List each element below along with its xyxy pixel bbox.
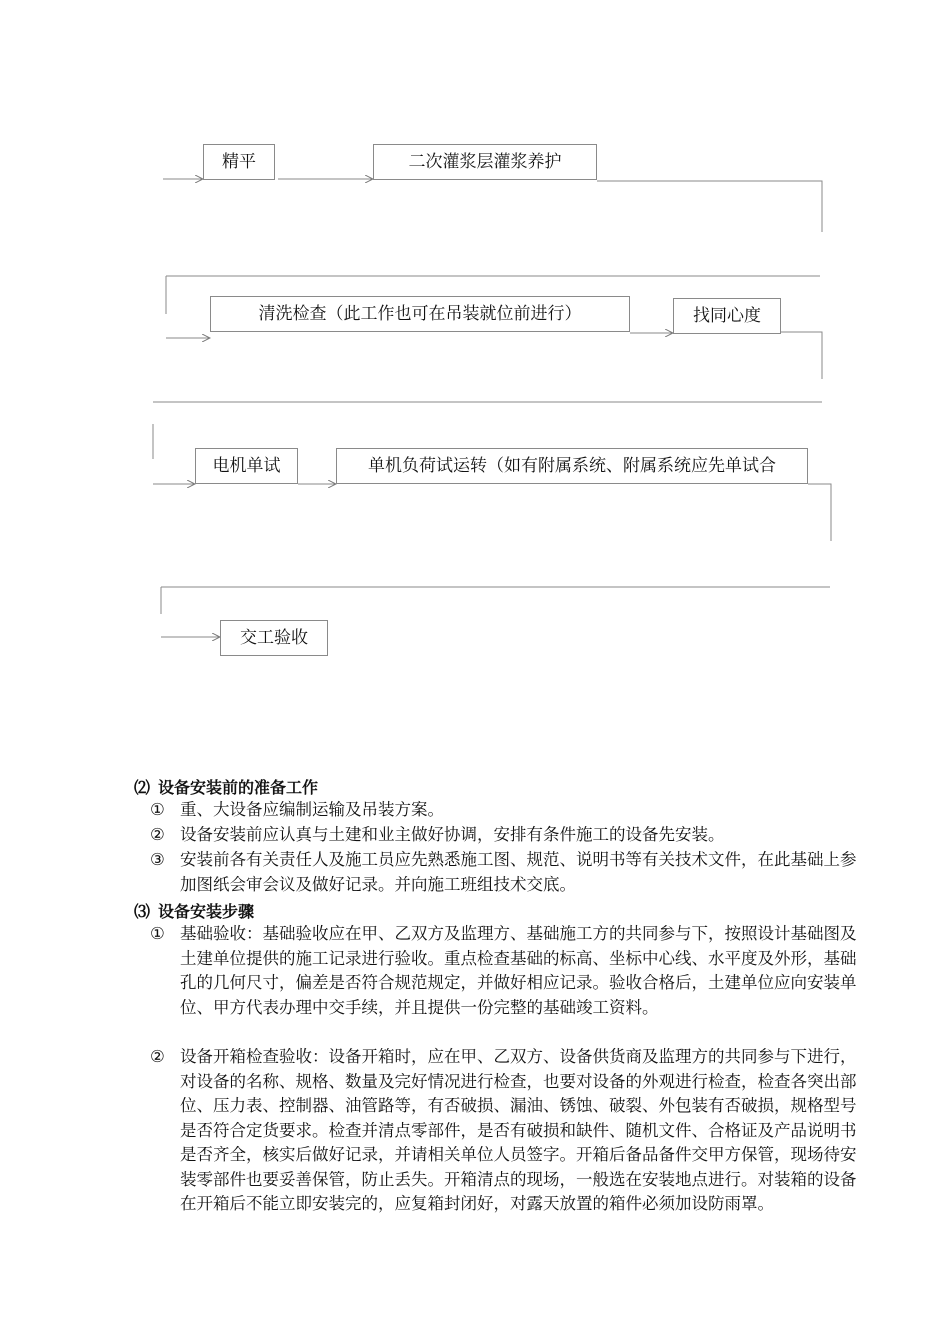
item-marker: ② bbox=[150, 825, 165, 844]
flow-step-alignment: 找同心度 bbox=[673, 298, 781, 334]
item-text: 设备安装前应认真与土建和业主做好协调，安排有条件施工的设备先安装。 bbox=[180, 825, 725, 844]
item-marker: ① bbox=[150, 924, 165, 943]
item-text: 基础验收：基础验收应在甲、乙双方及监理方、基础施工方的共同参与下，按照设计基础图及土建单位提供的施工记录进行验收。重点检查基础的标高、坐标中心线、水平度及外形，基础孔的几何尺寸，偏差是否符合规范规定，并做好相应记录。验收合格后，土建单位应向安装单位、甲方代表办理中交手续，并且提供一份完整的基础竣工资料。 bbox=[180, 924, 857, 1017]
flow-step-secondary-grouting: 二次灌浆层灌浆养护 bbox=[373, 144, 597, 180]
flow-step-motor-test: 电机单试 bbox=[195, 448, 298, 484]
flow-step-cleaning-inspection: 清洗检查（此工作也可在吊装就位前进行） bbox=[210, 296, 630, 332]
connector-row1-end bbox=[597, 181, 822, 232]
item-text: 安装前各有关责任人及施工员应先熟悉施工图、规范、说明书等有关技术文件，在此基础上参加图纸会审会议及做好记录。并向施工班组技术交底。 bbox=[180, 850, 857, 894]
flow-step-load-test-run: 单机负荷试运转（如有附属系统、附属系统应先单试合 bbox=[336, 448, 808, 484]
section-title: 设备安装前的准备工作 bbox=[158, 778, 319, 797]
connector-row2-end bbox=[781, 332, 822, 379]
list-item bbox=[150, 823, 870, 848]
section-heading-preparation bbox=[134, 775, 318, 798]
list-item bbox=[150, 798, 870, 823]
item-text: 重、大设备应编制运输及吊装方案。 bbox=[180, 800, 444, 819]
item-marker: ② bbox=[150, 1047, 165, 1066]
connector-row3-end bbox=[808, 484, 831, 541]
section-number: ⑶ bbox=[134, 902, 151, 921]
flow-step-fine-leveling: 精平 bbox=[203, 144, 275, 180]
section-title: 设备安装步骤 bbox=[158, 902, 255, 921]
list-item bbox=[150, 848, 870, 897]
section-heading-installation-steps bbox=[134, 899, 254, 922]
item-text: 设备开箱检查验收：设备开箱时，应在甲、乙双方、设备供货商及监理方的共同参与下进行，对设备的名称、规格、数量及完好情况进行检查，也要对设备的外观进行检查，检查各突出部位、压力表、控制器、油管路等，有否破损、漏油、锈蚀、破裂、外包装有否破损，规格型号是否符合定货要求。检查并清点零部件，是否有破损和缺件、随机文件、合格证及产品说明书是否齐全，核实后做好记录，并请相关单位人员签字。开箱后备品备件交甲方保管，现场待安装零部件也要妥善保管，防止丢失。开箱清点的现场，一般选在安装地点进行。对装箱的设备在开箱后不能立即安装完的，应复箱封闭好，对露天放置的箱件必须加设防雨罩。 bbox=[180, 1047, 857, 1213]
list-item bbox=[150, 1045, 870, 1217]
item-marker: ③ bbox=[150, 850, 165, 869]
list-item bbox=[150, 922, 870, 1020]
item-marker: ① bbox=[150, 800, 165, 819]
section-number: ⑵ bbox=[134, 778, 151, 797]
flow-step-handover-acceptance: 交工验收 bbox=[220, 620, 328, 656]
